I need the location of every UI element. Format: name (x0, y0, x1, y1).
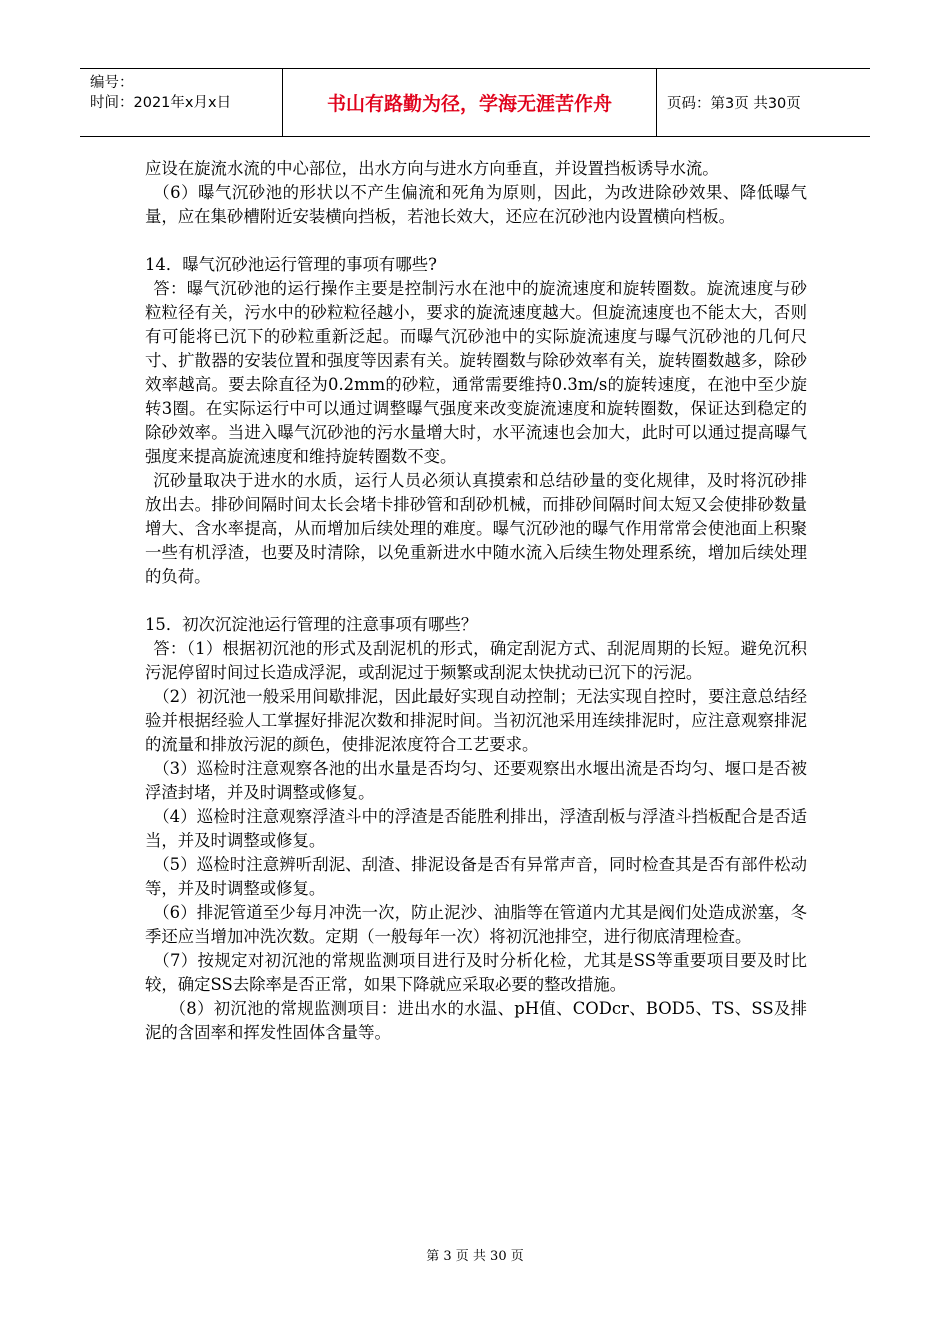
answer-paragraph: （7）按规定对初沉池的常规监测项目进行及时分析化检，尤其是SS等重要项目要及时比较，确定SS去除率是否正常，如果下降就应采取必要的整改措施。 (145, 951, 807, 994)
answer-paragraph: 沉砂量取决于进水的水质，运行人员必须认真摸索和总结砂量的变化规律，及时将沉砂排放出去。排砂间隔时间太长会堵卡排砂管和刮砂机械，而排砂间隔时间太短又会使排砂数量增大、含水率提高，从而增加后续处理的难度。曝气沉砂池的曝气作用常常会使池面上积聚一些有机浮渣，也要及时清除，以免重新进水中随水流入后续生物处理系统，增加后续处理的负荷。 (145, 471, 807, 586)
answer-paragraph: 答：曝气沉砂池的运行操作主要是控制污水在池中的旋流速度和旋转圈数。旋流速度与砂粒粒径有关，污水中的砂粒粒径越小，要求的旋流速度越大。但旋流速度也不能太大，否则有可能将已沉下的砂粒重新泛起。而曝气沉砂池中的实际旋流速度与曝气沉砂池的几何尺寸、扩散器的安装位置和强度等因素有关。旋转圈数与除砂效率有关，旋转圈数越多，除砂效率越高。要去除直径为0.2mm的砂粒，通常需要维持0.3m/s的旋转速度，在池中至少旋转3圈。在实际运行中可以通过调整曝气强度来改变旋流速度和旋转圈数，保证达到稳定的除砂效率。当进入曝气沉砂池的污水量增大时，水平流速也会加大，此时可以通过提高曝气强度来提高旋流速度和维持旋转圈数不变。 (145, 279, 807, 466)
document-body (145, 157, 807, 1045)
header-motto: 书山有路勤为径，学海无涯苦作舟 (282, 69, 657, 136)
page-footer: 第 3 页 共 30 页 (426, 1249, 524, 1264)
answer-paragraph: （8）初沉池的常规监测项目：进出水的水温、pH值、CODcr、BOD5、TS、SS及排泥的含固率和挥发性固体含量等。 (145, 999, 807, 1042)
answer-paragraph: （4）巡检时注意观察浮渣斗中的浮渣是否能胜利排出，浮渣刮板与浮渣斗挡板配合是否适当，并及时调整或修复。 (145, 807, 807, 850)
document-time-label: 时间：2021年x月x日 (90, 95, 232, 111)
header-table (80, 68, 870, 137)
paragraph: （6）曝气沉砂池的形状以不产生偏流和死角为原则，因此，为改进除砂效果、降低曝气量，应在集砂槽附近安装横向挡板，若池长效大，还应在沉砂池内设置横向档板。 (145, 183, 807, 226)
answer-paragraph: （6）排泥管道至少每月冲洗一次，防止泥沙、油脂等在管道内尤其是阀们处造成淤塞，冬季还应当增加冲洗次数。定期（一般每年一次）将初沉池排空，进行彻底清理检查。 (145, 903, 807, 946)
answer-paragraph: 答：（1）根据初沉池的形式及刮泥机的形式，确定刮泥方式、刮泥周期的长短。避免沉积污泥停留时间过长造成浮泥，或刮泥过于频繁或刮泥太快扰动已沉下的污泥。 (145, 639, 807, 682)
question-heading: 14．曝气沉砂池运行管理的事项有哪些? (145, 255, 437, 274)
document-number-label: 编号： (90, 75, 134, 91)
answer-paragraph: （3）巡检时注意观察各池的出水量是否均匀、还要观察出水堰出流是否均匀、堰口是否被浮渣封堵，并及时调整或修复。 (145, 759, 807, 802)
paragraph: 应设在旋流水流的中心部位，出水方向与进水方向垂直，并设置挡板诱导水流。 (145, 159, 719, 178)
header-page-info: 页码：第3页 共30页 (667, 96, 801, 112)
answer-paragraph: （5）巡检时注意辨听刮泥、刮渣、排泥设备是否有异常声音，同时检查其是否有部件松动等，并及时调整或修复。 (145, 855, 807, 898)
header-left-cell (80, 69, 282, 136)
question-heading: 15．初次沉淀池运行管理的注意事项有哪些？ (145, 615, 478, 634)
answer-paragraph: （2）初沉池一般采用间歇排泥，因此最好实现自动控制；无法实现自控时，要注意总结经验并根据经验人工掌握好排泥次数和排泥时间。当初沉池采用连续排泥时，应注意观察排泥的流量和排放污泥的颜色，使排泥浓度符合工艺要求。 (145, 687, 807, 754)
